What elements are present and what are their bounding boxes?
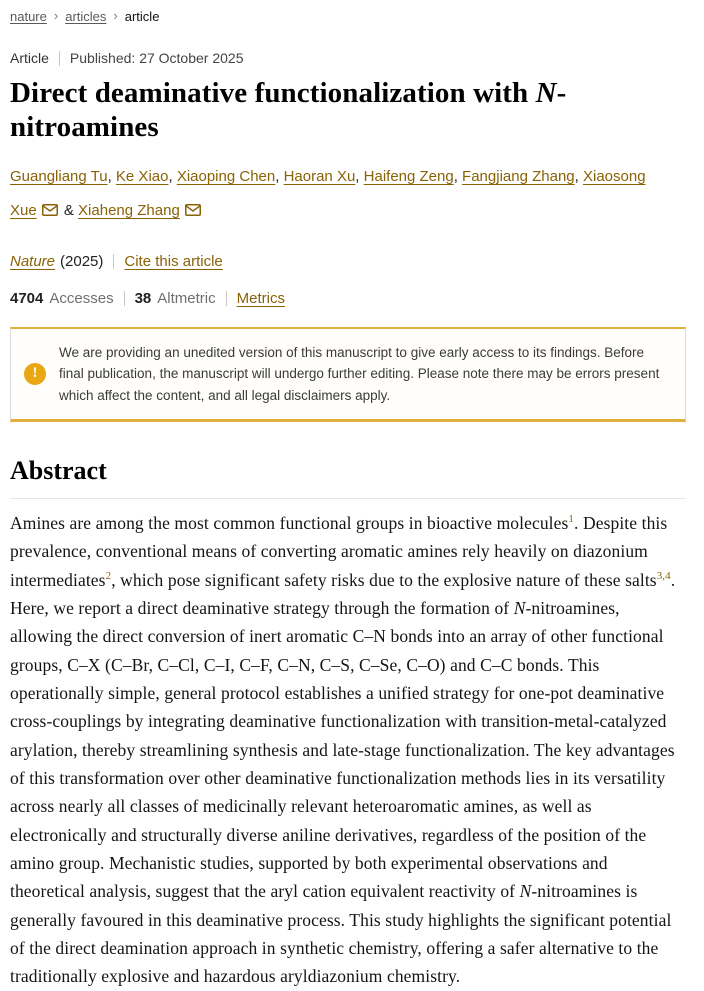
- separator-bar: [113, 254, 114, 269]
- accesses-count: 4704: [10, 289, 44, 307]
- author-separator: &: [59, 202, 79, 220]
- unedited-manuscript-notice: [10, 327, 686, 422]
- journal-link[interactable]: Nature: [10, 252, 56, 270]
- cite-this-article-link[interactable]: Cite this article: [124, 252, 223, 270]
- abstract-text: . Here, we report a direct deaminative strategy through the formation of: [10, 569, 676, 618]
- chevron-right-icon: ›: [113, 8, 118, 23]
- separator-bar: [226, 291, 227, 306]
- abstract-section: [10, 456, 686, 991]
- abstract-text: , which pose significant safety risks due to the explosive nature of these salts: [111, 569, 657, 590]
- breadcrumb-link-articles[interactable]: articles: [65, 9, 107, 24]
- article-meta-line: [10, 50, 686, 66]
- author-separator: ,: [107, 168, 116, 186]
- author-separator: ,: [168, 168, 177, 186]
- abstract-text: -nitroamines is generally favoured in this deaminative process. This study highlights the significant potential of the direct deamination approach in synthetic chemistry, offering a safer alternative to the traditionally explosive and hazardous aryldiazonium chemistry.: [10, 881, 672, 987]
- alert-icon: !: [24, 363, 46, 385]
- article-title: Direct deaminative functionalization with N-nitroamines: [10, 77, 567, 144]
- metrics-line: [10, 290, 686, 307]
- author-link[interactable]: Xiaosong Xue: [10, 168, 646, 220]
- separator-bar: [59, 51, 60, 66]
- author-separator: ,: [355, 168, 364, 186]
- author-link[interactable]: Haifeng Zeng: [363, 168, 454, 186]
- author-link[interactable]: Xiaoping Chen: [176, 168, 276, 186]
- author-link[interactable]: Guangliang Tu: [10, 168, 108, 186]
- author-link[interactable]: Ke Xiao: [115, 168, 169, 186]
- article-type-label: Article: [10, 50, 49, 66]
- italic-text: N: [513, 597, 526, 618]
- author-list: [10, 160, 670, 229]
- altmetric-count: 38: [134, 289, 152, 307]
- accesses-label: Accesses: [49, 289, 114, 307]
- breadcrumb: [0, 0, 704, 28]
- author-link[interactable]: Haoran Xu: [283, 168, 356, 186]
- published-date: Published: 27 October 2025: [69, 50, 244, 66]
- author-separator: ,: [275, 168, 284, 186]
- email-icon[interactable]: [185, 195, 201, 229]
- abstract-text: . Despite this prevalence, conventional means of converting aromatic amines rely heavily on diazonium intermediates: [10, 512, 668, 590]
- journal-line: [10, 253, 686, 270]
- article-content: [0, 28, 704, 991]
- altmetric-label: Altmetric: [157, 289, 216, 307]
- abstract-text: Amines are among the most common functional groups in bioactive molecules: [10, 512, 569, 533]
- reference-superscript: [657, 570, 671, 582]
- reference-link[interactable]: 1: [568, 513, 575, 526]
- journal-year: (2025): [60, 252, 104, 270]
- reference-link[interactable]: 3,4: [656, 569, 671, 582]
- author-separator: ,: [574, 168, 583, 186]
- breadcrumb-link-nature[interactable]: nature: [10, 9, 47, 24]
- reference-link[interactable]: 2: [105, 569, 112, 582]
- breadcrumb-current: article: [124, 9, 160, 24]
- separator-bar: [124, 291, 125, 306]
- italic-text: N: [519, 881, 532, 902]
- italic-N: N: [535, 77, 557, 109]
- notice-text: We are providing an unedited version of this manuscript to give early access to its findings. Before final publication, the manuscript will undergo further editing. Please note there may be errors present which affect the content, and all legal disclaimers apply.: [59, 344, 660, 403]
- metrics-link[interactable]: Metrics: [236, 289, 285, 307]
- author-link[interactable]: Xiaheng Zhang: [78, 202, 180, 220]
- email-icon[interactable]: [42, 195, 58, 229]
- author-link[interactable]: Fangjiang Zhang: [462, 168, 575, 186]
- abstract-heading: Abstract: [10, 456, 686, 499]
- chevron-right-icon: ›: [53, 8, 59, 23]
- abstract-paragraph: [10, 509, 686, 991]
- author-separator: ,: [453, 168, 463, 186]
- abstract-text: -nitroamines, allowing the direct conversion of inert aromatic C–N bonds into an array of other functional groups, C–X (C–Br, C–Cl, C–I, C–F, C–N, C–S, C–Se, C–O) and C–C bonds. This operationally simple, general protocol establishes a unified strategy for one-pot deaminative cross-couplings by integrating deaminative functionalization with transition-metal-catalyzed arylation, thereby streamlining synthesis and late-stage functionalization. The key advantages of this transformation over other deaminative functionalization methods lies in its versatility across nearly all classes of medicinally relevant heteroaromatic amines, as well as electronically and structurally diverse aniline derivatives, regardless of the position of the amino group. Mechanistic studies, supported by both experimental observations and theoretical analysis, suggest that the aryl cation equivalent reactivity of: [10, 597, 675, 902]
